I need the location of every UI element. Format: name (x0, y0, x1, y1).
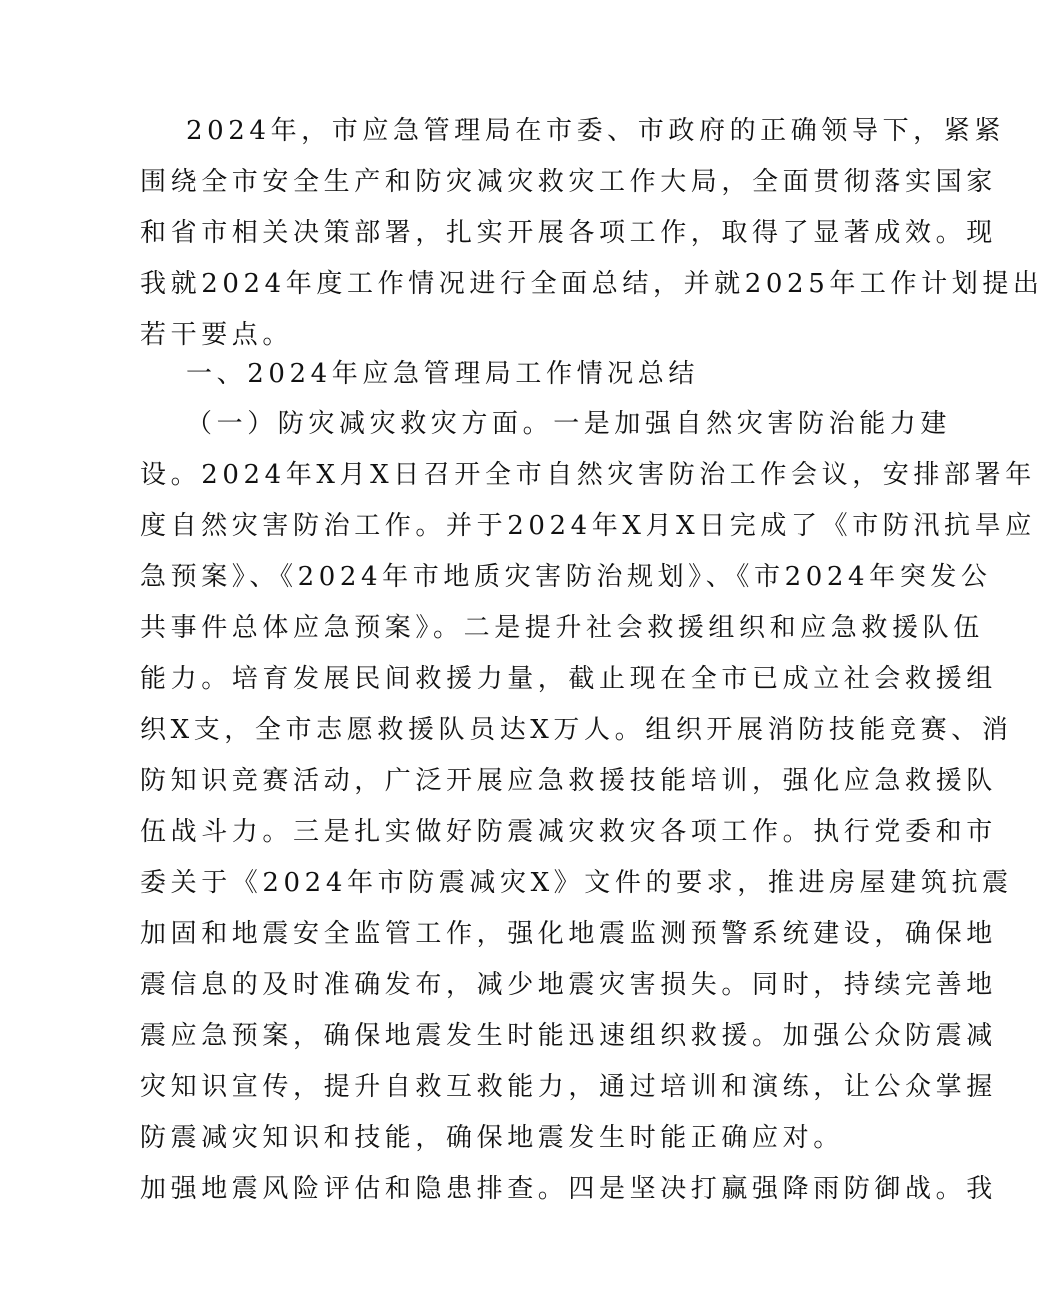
text-line: 织X支，全市志愿救援队员达X万人。组织开展消防技能竞赛、消 (140, 715, 1013, 745)
text-line: 防震减灾知识和技能，确保地震发生时能正确应对。 (140, 1123, 844, 1153)
text-line: 围绕全市安全生产和防灾减灾救灾工作大局，全面贯彻落实国家 (140, 167, 997, 197)
text-line: 加固和地震安全监管工作，强化地震监测预警系统建设，确保地 (140, 919, 997, 949)
text-line: 度自然灾害防治工作。并于2024年X月X日完成了《市防汛抗旱应 (140, 511, 1036, 541)
text-line: 急预案》、《2024年市地质灾害防治规划》、《市2024年突发公 (140, 562, 992, 592)
text-line: 加强地震风险评估和隐患排查。四是坚决打赢强降雨防御战。我 (140, 1174, 997, 1204)
text-line: 伍战斗力。三是扎实做好防震减灾救灾各项工作。执行党委和市 (140, 817, 997, 847)
text-line: 设。2024年X月X日召开全市自然灾害防治工作会议，安排部署年 (140, 460, 1036, 490)
text-line: 震应急预案，确保地震发生时能迅速组织救援。加强公众防震减 (140, 1021, 997, 1051)
text-line: 灾知识宣传，提升自救互救能力，通过培训和演练，让公众掌握 (140, 1072, 997, 1102)
text-line: 和省市相关决策部署，扎实开展各项工作，取得了显著成效。现 (140, 218, 997, 248)
text-line: 能力。培育发展民间救援力量，截止现在全市已成立社会救援组 (140, 664, 997, 694)
text-line: 震信息的及时准确发布，减少地震灾害损失。同时，持续完善地 (140, 970, 997, 1000)
text-line: 共事件总体应急预案》。二是提升社会救援组织和应急救援队伍 (140, 613, 984, 643)
text-line: 我就2024年度工作情况进行全面总结，并就2025年工作计划提出 (140, 269, 1044, 299)
text-line: 2024年，市应急管理局在市委、市政府的正确领导下，紧紧 (186, 116, 1005, 146)
text-line: 防知识竞赛活动，广泛开展应急救援技能培训，强化应急救援队 (140, 766, 997, 796)
text-line: （一）防灾减灾救灾方面。一是加强自然灾害防治能力建 (186, 409, 952, 439)
text-line: 若干要点。 (140, 320, 294, 350)
text-line: 委关于《2024年市防震减灾X》文件的要求，推进房屋建筑抗震 (140, 868, 1013, 898)
section-heading: 一、2024年应急管理局工作情况总结 (186, 359, 699, 389)
